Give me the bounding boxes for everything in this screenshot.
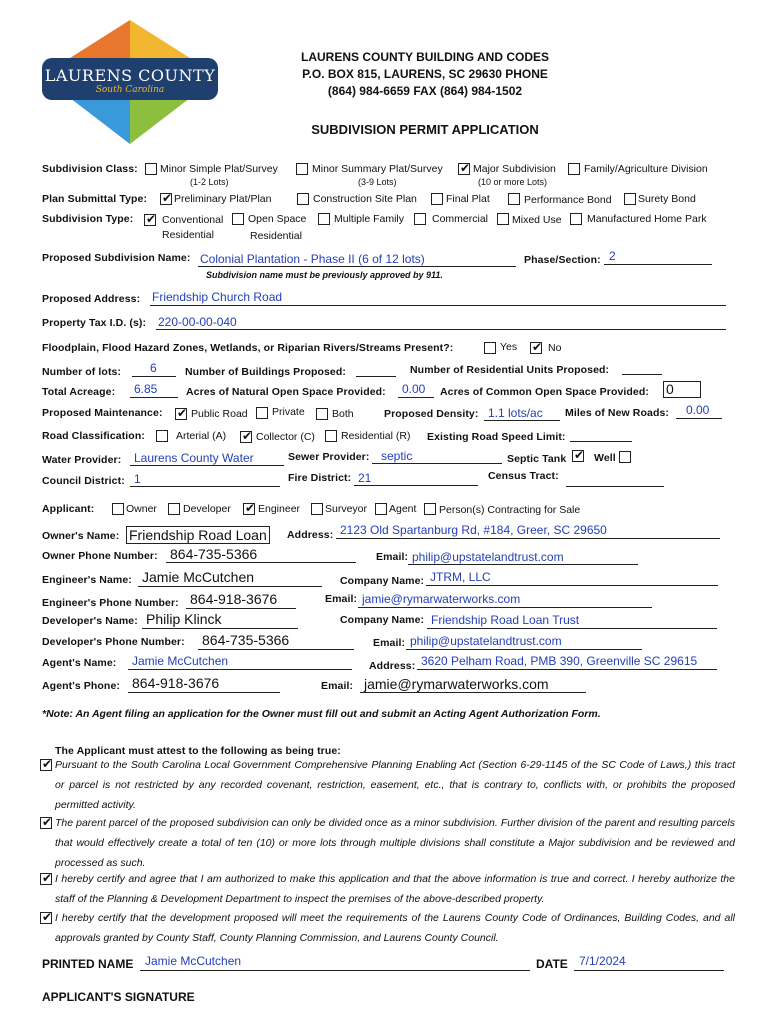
- attest-item-2: The parent parcel of the proposed subdivision can only be divided once as a minor subdivision. Further division of the parent and resulting parcels that would effectively create a total of ten (10) or more lots through multiple divisions shall constitute a Major subdivision and be reviewed and processed as such.: [55, 817, 735, 869]
- applicant-agent-label: Agent: [389, 503, 417, 515]
- agent-address-field[interactable]: 3620 Pelham Road, PMB 390, Greenville SC 29615: [421, 654, 698, 668]
- mixed-use-checkbox[interactable]: [497, 213, 509, 225]
- floodplain-yes-label: Yes: [500, 341, 518, 353]
- minor-summary-sub: (3-9 Lots): [358, 177, 397, 187]
- surety-bond-checkbox[interactable]: [624, 193, 636, 205]
- minor-summary-checkbox[interactable]: [296, 163, 308, 175]
- plan-submittal-label: Plan Submittal Type:: [42, 193, 148, 205]
- fire-label: Fire District:: [288, 472, 352, 484]
- density-label: Proposed Density:: [384, 408, 479, 420]
- agent-phone-field[interactable]: 864-918-3676: [132, 675, 220, 691]
- road-class-label: Road Classification:: [42, 430, 145, 442]
- owner-name-label: Owner's Name:: [42, 530, 120, 542]
- attest-heading: The Applicant must attest to the following as being true:: [55, 745, 341, 757]
- census-label: Census Tract:: [488, 470, 559, 482]
- floodplain-yes-checkbox[interactable]: [484, 342, 496, 354]
- applicant-engineer-label: Engineer: [258, 503, 301, 515]
- water-label: Water Provider:: [42, 454, 122, 466]
- septic-checkbox[interactable]: [572, 450, 584, 462]
- engineer-phone-field[interactable]: 864-918-3676: [190, 591, 278, 607]
- floodplain-label: Floodplain, Flood Hazard Zones, Wetlands, or Riparian Rivers/Streams Present?:: [42, 342, 454, 354]
- construction-site-label: Construction Site Plan: [313, 193, 417, 205]
- header-line-3: (864) 984-6659 FAX (864) 984-1502: [327, 84, 523, 98]
- common-open-space-field[interactable]: 0: [663, 381, 701, 398]
- printed-name-field[interactable]: Jamie McCutchen: [145, 954, 242, 968]
- council-field[interactable]: 1: [134, 472, 141, 486]
- construction-site-checkbox[interactable]: [297, 193, 309, 205]
- both-checkbox[interactable]: [316, 408, 328, 420]
- developer-phone-field[interactable]: 864-735-5366: [202, 632, 290, 648]
- minor-simple-checkbox[interactable]: [145, 163, 157, 175]
- manufactured-home-label: Manufactured Home Park: [587, 213, 707, 225]
- major-subdivision-sub: (10 or more Lots): [478, 177, 548, 187]
- acreage-label: Total Acreage:: [42, 386, 116, 398]
- agent-note: *Note: An Agent filing an application for the Owner must fill out and submit an Acting Agent Authorization Form.: [42, 708, 601, 720]
- well-label: Well: [594, 452, 616, 464]
- subdivision-class-label: Subdivision Class:: [42, 163, 138, 175]
- applicant-contracting-checkbox[interactable]: [424, 503, 436, 515]
- developer-company-field[interactable]: Friendship Road Loan Trust: [431, 613, 580, 627]
- owner-email-field[interactable]: philip@upstatelandtrust.com: [412, 550, 564, 564]
- header-line-1: LAURENS COUNTY BUILDING AND CODES: [300, 50, 549, 64]
- lots-label: Number of lots:: [42, 366, 122, 378]
- floodplain-no-label: No: [548, 342, 562, 354]
- agent-name-label: Agent's Name:: [42, 657, 117, 669]
- speed-limit-label: Existing Road Speed Limit:: [427, 431, 566, 443]
- attest-item-3-checkbox[interactable]: [40, 873, 52, 885]
- logo-state: South Carolina: [95, 85, 165, 95]
- performance-bond-label: Performance Bond: [524, 194, 612, 206]
- address-field[interactable]: Friendship Church Road: [152, 290, 283, 304]
- arterial-checkbox[interactable]: [156, 430, 168, 442]
- tax-id-field[interactable]: 220-00-00-040: [158, 315, 237, 329]
- both-label: Both: [332, 408, 354, 420]
- sewer-field[interactable]: septic: [381, 449, 413, 463]
- agent-phone-label: Agent's Phone:: [42, 680, 120, 692]
- applicant-agent-checkbox[interactable]: [375, 503, 387, 515]
- date-field[interactable]: 7/1/2024: [579, 954, 626, 968]
- date-label: DATE: [536, 957, 568, 971]
- final-plat-label: Final Plat: [446, 193, 490, 205]
- tax-id-label: Property Tax I.D. (s):: [42, 317, 147, 329]
- collector-label: Collector (C): [256, 431, 315, 443]
- phase-label: Phase/Section:: [524, 254, 601, 266]
- agent-email-field[interactable]: jamie@rymarwaterworks.com: [364, 676, 549, 692]
- new-roads-field[interactable]: 0.00: [686, 403, 710, 417]
- mixed-use-label: Mixed Use: [512, 214, 562, 226]
- attest-item-1-checkbox[interactable]: [40, 759, 52, 771]
- performance-bond-checkbox[interactable]: [508, 193, 520, 205]
- public-road-checkbox[interactable]: [175, 408, 187, 420]
- sewer-label: Sewer Provider:: [288, 451, 370, 463]
- natural-open-space-label: Acres of Natural Open Space Provided:: [186, 386, 386, 398]
- private-checkbox[interactable]: [256, 407, 268, 419]
- page-title: SUBDIVISION PERMIT APPLICATION: [311, 122, 539, 137]
- minor-summary-label: Minor Summary Plat/Survey: [312, 163, 443, 175]
- applicant-surveyor-label: Surveyor: [325, 503, 368, 515]
- collector-checkbox[interactable]: [240, 431, 252, 443]
- well-checkbox[interactable]: [619, 451, 631, 463]
- agent-address-label: Address:: [369, 660, 416, 672]
- manufactured-home-checkbox[interactable]: [570, 213, 582, 225]
- developer-phone-label: Developer's Phone Number:: [42, 636, 185, 648]
- minor-simple-label: Minor Simple Plat/Survey: [160, 163, 278, 175]
- proposed-name-note: Subdivision name must be previously approved by 911.: [206, 270, 443, 280]
- applicant-developer-checkbox[interactable]: [168, 503, 180, 515]
- preliminary-plat-label: Preliminary Plat/Plan: [174, 193, 272, 205]
- agent-name-field[interactable]: Jamie McCutchen: [132, 654, 229, 668]
- logo-name: LAURENS COUNTY: [44, 66, 216, 85]
- commercial-checkbox[interactable]: [414, 213, 426, 225]
- applicant-engineer-checkbox[interactable]: [243, 503, 255, 515]
- public-road-label: Public Road: [191, 408, 248, 420]
- attest-item-3: I hereby certify and agree that I am authorized to make this application and that the above information is true and correct. I hereby authorize the staff of the Planning & Development Department to inspect the premises of the above-described property.: [55, 873, 735, 905]
- agent-email-label: Email:: [321, 680, 354, 692]
- signature-label: APPLICANT'S SIGNATURE: [42, 990, 195, 1004]
- septic-label: Septic Tank: [507, 453, 567, 465]
- applicant-owner-label: Owner: [126, 503, 157, 515]
- final-plat-checkbox[interactable]: [431, 193, 443, 205]
- owner-address-field[interactable]: 2123 Old Spartanburg Rd, #184, Greer, SC 29650: [340, 523, 607, 537]
- subdivision-type-label: Subdivision Type:: [42, 213, 134, 225]
- proposed-name-label: Proposed Subdivision Name:: [42, 252, 191, 264]
- engineer-name-field[interactable]: Jamie McCutchen: [142, 569, 255, 585]
- residential-road-label: Residential (R): [341, 430, 411, 442]
- family-agriculture-label: Family/Agriculture Division: [584, 163, 708, 175]
- attest-item-1: Pursuant to the South Carolina Local Government Comprehensive Planning Enabling Act (Section 6-29-1145 of the SC Code of Laws,) this tract or parcel is not restricted by any recorded covenant, restriction, easement, etc., that is contrary to, conflicts with, or prohibits the proposed permitted activity.: [55, 759, 735, 811]
- common-open-space-label: Acres of Common Open Space Provided:: [440, 386, 649, 398]
- applicant-label: Applicant:: [42, 503, 95, 515]
- developer-name-label: Developer's Name:: [42, 615, 138, 627]
- developer-email-field[interactable]: philip@upstatelandtrust.com: [410, 634, 562, 648]
- engineer-company-field[interactable]: JTRM, LLC: [430, 570, 491, 584]
- surety-bond-label: Surety Bond: [638, 193, 696, 205]
- multiple-family-label: Multiple Family: [334, 213, 405, 225]
- owner-phone-field[interactable]: 864-735-5366: [170, 546, 258, 562]
- major-subdivision-checkbox[interactable]: [458, 163, 470, 175]
- applicant-contracting-label: Person(s) Contracting for Sale: [439, 504, 581, 516]
- fire-field[interactable]: 21: [358, 471, 372, 485]
- conventional-checkbox[interactable]: [144, 214, 156, 226]
- multiple-family-checkbox[interactable]: [318, 213, 330, 225]
- applicant-owner-checkbox[interactable]: [112, 503, 124, 515]
- developer-email-label: Email:: [373, 637, 406, 649]
- engineer-phone-label: Engineer's Phone Number:: [42, 597, 179, 609]
- owner-phone-label: Owner Phone Number:: [42, 550, 158, 562]
- engineer-email-field[interactable]: jamie@rymarwaterworks.com: [362, 592, 521, 606]
- proposed-name-field[interactable]: Colonial Plantation - Phase II (6 of 12 lots): [200, 252, 425, 266]
- open-space-label: Open Space: [248, 213, 307, 225]
- commercial-label: Commercial: [432, 213, 489, 225]
- attest-item-2-checkbox[interactable]: [40, 817, 52, 829]
- conventional-label: Conventional: [162, 214, 224, 226]
- density-field[interactable]: 1.1 lots/ac: [488, 406, 543, 420]
- owner-email-label: Email:: [376, 551, 409, 563]
- engineer-company-label: Company Name:: [340, 575, 425, 587]
- owner-name-field[interactable]: Friendship Road Loan: [126, 526, 270, 544]
- council-label: Council District:: [42, 475, 125, 487]
- developer-name-field[interactable]: Philip Klinck: [146, 611, 222, 627]
- major-subdivision-label: Major Subdivision: [473, 163, 556, 175]
- applicant-surveyor-checkbox[interactable]: [311, 503, 323, 515]
- attest-item-4: I hereby certify that the development proposed will meet the requirements of the Laurens County Code of Ordinances, Building Codes, and all approvals granted by County Staff, County Planning Commission, and Laurens County Council.: [55, 912, 735, 944]
- minor-simple-sub: (1-2 Lots): [190, 177, 229, 187]
- address-label: Proposed Address:: [42, 293, 141, 305]
- engineer-email-label: Email:: [325, 593, 358, 605]
- developer-company-label: Company Name:: [340, 614, 425, 626]
- family-agriculture-checkbox[interactable]: [568, 163, 580, 175]
- printed-name-label: PRINTED NAME: [42, 957, 134, 971]
- open-space-label-2: Residential: [250, 230, 302, 242]
- owner-address-label: Address:: [287, 529, 334, 541]
- applicant-developer-label: Developer: [183, 503, 231, 515]
- conventional-label-2: Residential: [162, 229, 214, 241]
- floodplain-no-checkbox[interactable]: [530, 342, 542, 354]
- natural-open-space-field[interactable]: 0.00: [402, 382, 426, 396]
- residential-units-label: Number of Residential Units Proposed:: [410, 364, 610, 376]
- private-label: Private: [272, 406, 305, 418]
- preliminary-plat-checkbox[interactable]: [160, 193, 172, 205]
- residential-road-checkbox[interactable]: [325, 430, 337, 442]
- acreage-field[interactable]: 6.85: [134, 382, 158, 396]
- arterial-label: Arterial (A): [176, 430, 227, 442]
- maintenance-label: Proposed Maintenance:: [42, 407, 163, 419]
- header-line-2: P.O. BOX 815, LAURENS, SC 29630 PHONE: [302, 67, 548, 81]
- phase-field[interactable]: 2: [609, 249, 616, 263]
- water-field[interactable]: Laurens County Water: [134, 451, 254, 465]
- new-roads-label: Miles of New Roads:: [565, 407, 669, 419]
- attest-item-4-checkbox[interactable]: [40, 912, 52, 924]
- engineer-name-label: Engineer's Name:: [42, 574, 132, 586]
- lots-field[interactable]: 6: [150, 361, 157, 375]
- open-space-checkbox[interactable]: [232, 213, 244, 225]
- buildings-label: Number of Buildings Proposed:: [185, 366, 346, 378]
